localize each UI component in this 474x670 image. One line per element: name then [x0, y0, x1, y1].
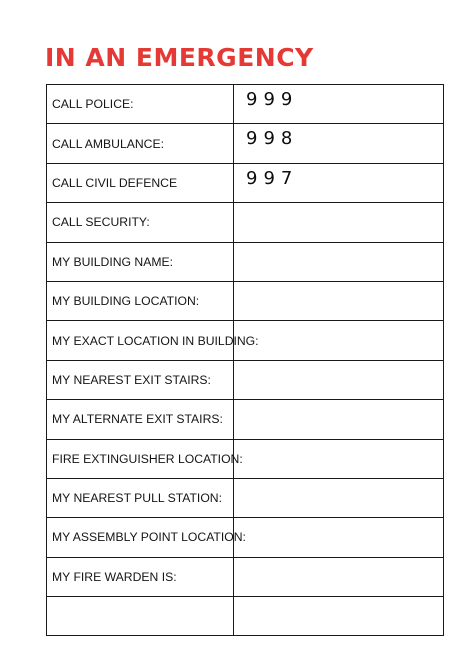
row-label-exact-location: MY EXACT LOCATION IN BUILDING: — [47, 321, 234, 360]
table-row — [47, 85, 444, 124]
table-row — [47, 597, 444, 636]
table-row — [47, 124, 444, 163]
row-value-assembly-point-location[interactable] — [234, 518, 444, 557]
row-value-fire-warden[interactable] — [234, 557, 444, 596]
row-label-fire-warden: MY FIRE WARDEN IS: — [47, 557, 234, 596]
row-value-nearest-pull-station[interactable] — [234, 478, 444, 517]
table-row — [47, 203, 444, 242]
row-value-call-security[interactable] — [234, 203, 444, 242]
row-label-call-ambulance: CALL AMBULANCE: — [47, 124, 234, 163]
row-value-exact-location[interactable] — [234, 321, 444, 360]
row-label-call-security: CALL SECURITY: — [47, 203, 234, 242]
row-value-call-civil-defence[interactable]: 997 — [234, 163, 444, 202]
table-row — [47, 518, 444, 557]
page-title: IN AN EMERGENCY — [45, 43, 314, 72]
table-row — [47, 478, 444, 517]
row-value-nearest-exit-stairs[interactable] — [234, 360, 444, 399]
row-label-alternate-exit-stairs: MY ALTERNATE EXIT STAIRS: — [47, 400, 234, 439]
row-value-call-ambulance[interactable]: 998 — [234, 124, 444, 163]
row-label-nearest-pull-station: MY NEAREST PULL STATION: — [47, 478, 234, 517]
row-label-blank[interactable] — [47, 597, 234, 636]
row-value-building-name[interactable] — [234, 242, 444, 281]
row-label-assembly-point-location: MY ASSEMBLY POINT LOCATION: — [47, 518, 234, 557]
table-row — [47, 439, 444, 478]
row-label-nearest-exit-stairs: MY NEAREST EXIT STAIRS: — [47, 360, 234, 399]
row-value-blank[interactable] — [234, 597, 444, 636]
row-value-alternate-exit-stairs[interactable] — [234, 400, 444, 439]
table-row — [47, 163, 444, 202]
table-row — [47, 321, 444, 360]
row-label-building-location: MY BUILDING LOCATION: — [47, 281, 234, 320]
row-label-fire-extinguisher-location: FIRE EXTINGUISHER LOCATION: — [47, 439, 234, 478]
table-row — [47, 400, 444, 439]
row-label-building-name: MY BUILDING NAME: — [47, 242, 234, 281]
table-row — [47, 557, 444, 596]
table-row — [47, 242, 444, 281]
emergency-info-table — [46, 84, 444, 636]
table-row — [47, 281, 444, 320]
row-value-fire-extinguisher-location[interactable] — [234, 439, 444, 478]
row-label-call-civil-defence: CALL CIVIL DEFENCE — [47, 163, 234, 202]
row-label-call-police: CALL POLICE: — [47, 85, 234, 124]
row-value-call-police[interactable]: 999 — [234, 85, 444, 124]
table-row — [47, 360, 444, 399]
row-value-building-location[interactable] — [234, 281, 444, 320]
